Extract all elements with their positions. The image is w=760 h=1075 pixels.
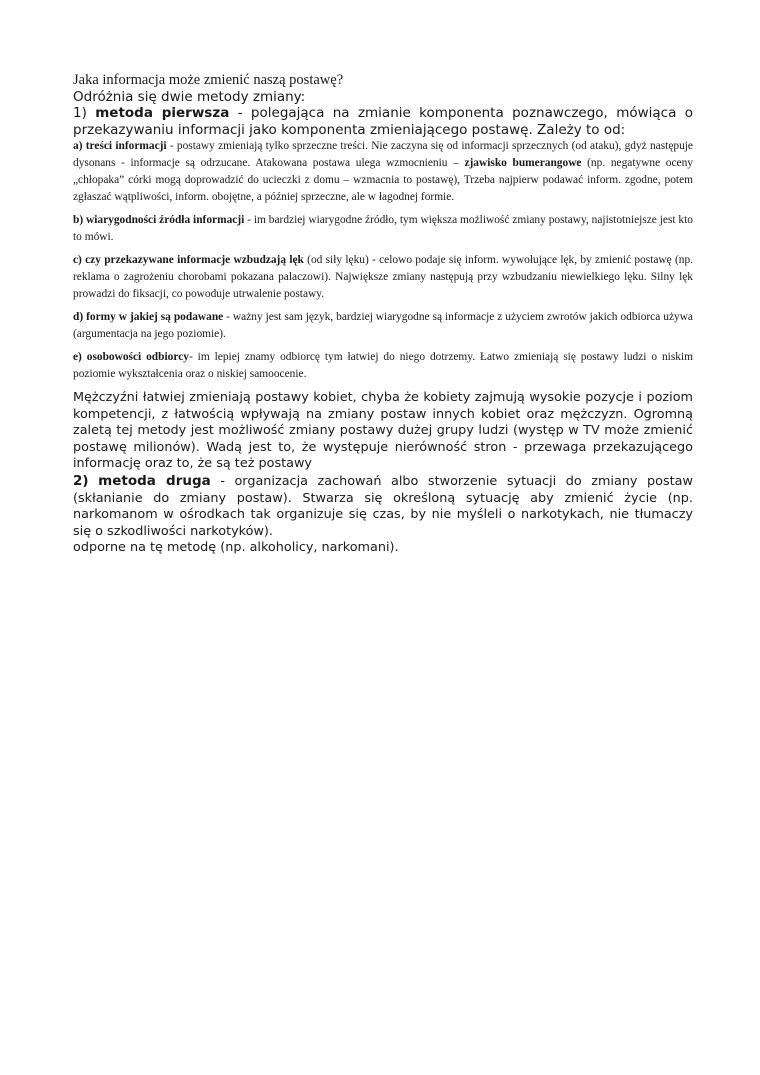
factor-c-text: (od siły lęku) - celowo podaje się inform. wywołujące lęk, by zmienić postawę (np. reklama o zagrożeniu chorobami pokazana palaczowi). Największe zmiany następują przy wzbudzaniu niewielkiego lęku. Silny lęk prowadzi do fiksacji, co powoduje utrwalenie postawy.: [73, 254, 694, 300]
method-one-description: - polegająca na zmianie komponenta poznawczego, mówiąca o przekazywaniu informacji jako komponenta zmieniającego postawę. Zależy to od:: [73, 105, 693, 138]
method-two-description: - organizacja zachowań albo stworzenie sytuacji do zmiany postaw (skłanianie do zmiany postaw). Stwarza się określoną sytuację aby zmienić życie (np. narkomanom w ośrodkach tak organizuje się czas, by nie myśleli o narkotykach, nie tłumaczy się o szkodliwości narkotyków).: [73, 473, 693, 539]
intro-line: Odróżnia się dwie metody zmiany:: [73, 89, 306, 105]
question-heading: Jaka informacja może zmienić naszą postawę?: [73, 72, 344, 88]
factor-b-label: b) wiarygodności źródła informacji: [73, 214, 245, 226]
factor-b-paragraph: [73, 212, 693, 246]
method-one-number: 1): [73, 105, 87, 121]
factor-a-paragraph: [73, 138, 693, 206]
factor-e-paragraph: [73, 349, 693, 383]
method-one-name: metoda pierwsza: [95, 105, 230, 121]
factor-d-paragraph: [73, 309, 693, 343]
factor-c-label: c) czy przekazywane informacje wzbudzają lęk: [73, 254, 304, 266]
document-page: [73, 72, 693, 557]
method-two-number: 2): [73, 472, 89, 489]
factor-a-text: - postawy zmieniają tylko sprzeczne treści. Nie zaczyna się od informacji sprzecznych (od ataku), gdyż następuje dysonans - informacje są odrzucane. Atakowana postawa ulega wzmocnieniu –: [73, 140, 693, 169]
method-two-name: metoda druga: [98, 472, 211, 489]
factor-d-label: d) formy w jakiej są podawane: [73, 311, 224, 323]
factor-b-text: - im bardziej wiarygodne źródło, tym większa możliwość zmiany postawy, najistotniejsze jest kto to mówi.: [73, 214, 693, 243]
factor-a-label: a) treści informacji: [73, 140, 167, 152]
factor-e-label: e) osobowości odbiorcy: [73, 351, 189, 363]
factor-a-text-continued: (np. negatywne oceny „chłopaka” córki mogą doprowadzić do ucieczki z domu – wzmacnia to postawę), Trzeba najpierw podawać inform. zgodne, potem zgłaszać wątpliwości, inform. obojętne, a później sprzeczne, ale w łagodnej formie.: [73, 157, 693, 203]
method-one-paragraph: [73, 105, 693, 138]
factor-c-paragraph: [73, 252, 693, 303]
men-women-paragraph: Mężczyźni łatwiej zmieniają postawy kobiet, chyba że kobiety zajmują wysokie pozycje i poziom kompetencji, z łatwością wpływają na zmiany postaw innych kobiet oraz mężczyzn. Ogromną zaletą tej metody jest możliwość zmiany postawy dużej grupy ludzi (występ w TV może zmienić postawę milionów). Wadą jest to, że występuje nierówność stron - przewaga przekazującego informację oraz to, że są też postawy: [73, 390, 693, 472]
boomerang-term: zjawisko bumerangowe: [464, 157, 582, 169]
factor-e-text: - im lepiej znamy odbiorcę tym łatwiej do niego dotrzemy. Łatwo zmieniają się postawy ludzi o niskim poziomie wykształcenia oraz o niskiej samoocenie.: [73, 351, 693, 380]
final-line: odporne na tę metodę (np. alkoholicy, narkomani).: [73, 540, 399, 556]
method-two-paragraph: [73, 473, 693, 540]
factor-d-text: - ważny jest sam język, bardziej wiarygodne są informacje z użyciem zwrotów jakich odbiorca używa (argumentacja na jego poziomie).: [73, 311, 693, 340]
